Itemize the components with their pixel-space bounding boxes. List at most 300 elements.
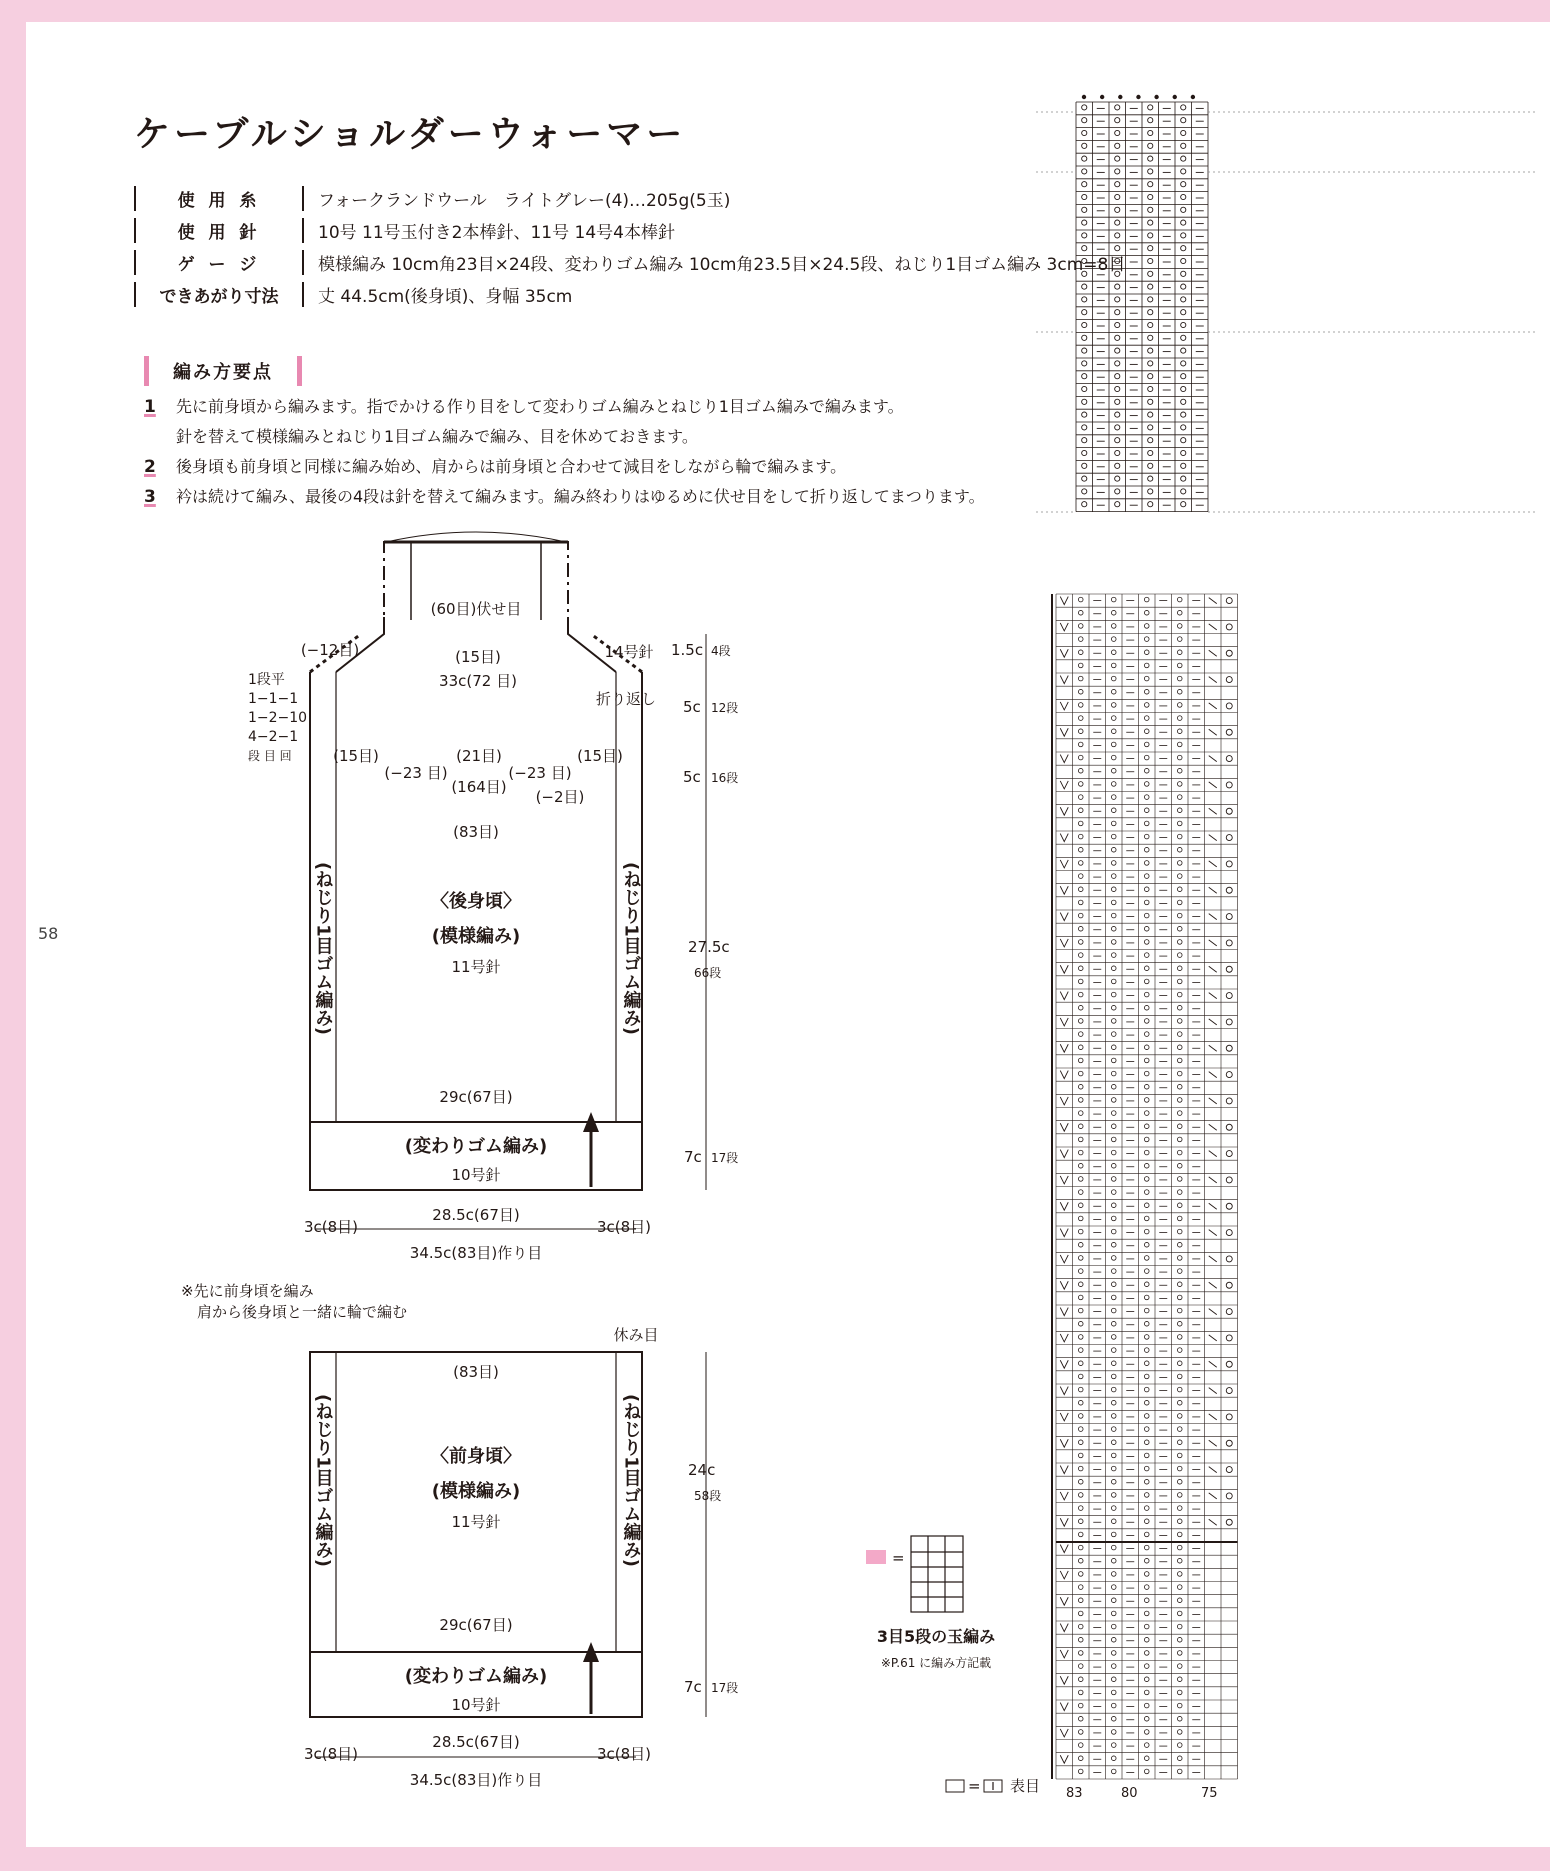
chart-twist-symbol — [1078, 1124, 1083, 1129]
chart-cast-off-dot — [1100, 95, 1104, 99]
chart-twist-symbol — [1111, 1624, 1116, 1629]
chart-twist-symbol — [1181, 220, 1186, 225]
chart-yo-symbol — [1226, 1519, 1232, 1525]
chart-twist-symbol — [1115, 450, 1120, 455]
chart-twist-symbol — [1078, 966, 1083, 971]
chart-twist-symbol — [1082, 438, 1087, 443]
chart-yo-symbol — [1226, 966, 1232, 972]
back-h1-rows: 4段 — [711, 644, 731, 658]
chart-twist-symbol — [1111, 1150, 1116, 1155]
knit-empty-swatch — [946, 1780, 964, 1792]
chart-twist-symbol — [1177, 768, 1182, 773]
chart-twist-symbol — [1078, 1203, 1083, 1208]
chart-twist-symbol — [1115, 502, 1120, 507]
chart-twist-symbol — [1111, 1572, 1116, 1577]
chart-yo-symbol — [1226, 1361, 1232, 1367]
chart-twist-symbol — [1177, 1150, 1182, 1155]
chart-twist-symbol — [1078, 992, 1083, 997]
chart-twist-symbol — [1111, 1203, 1116, 1208]
chart-twist-symbol — [1082, 297, 1087, 302]
chart-twist-symbol — [1078, 900, 1083, 905]
chart-twist-symbol — [1144, 703, 1149, 708]
back-h3: 5c — [683, 768, 701, 786]
chart-twist-symbol — [1181, 450, 1186, 455]
bobble-swatch — [866, 1550, 886, 1564]
chart-twist-symbol — [1111, 1427, 1116, 1432]
chart-twist-symbol — [1144, 1677, 1149, 1682]
chart-twist-symbol — [1177, 1414, 1182, 1419]
front-width-29: 29c(67目) — [439, 1616, 513, 1634]
back-h2-rows: 12段 — [711, 701, 739, 715]
chart-twist-symbol — [1111, 1532, 1116, 1537]
chart-twist-symbol — [1111, 1558, 1116, 1563]
chart-slip-symbol — [1060, 1229, 1068, 1237]
chart-twist-symbol — [1148, 502, 1153, 507]
chart-twist-symbol — [1144, 1493, 1149, 1498]
chart-twist-symbol — [1115, 438, 1120, 443]
step-text: 衿は続けて編み、最後の4段は針を替えて編みます。編み終わりはゆるめに伏せ目をして折り返してまつります。 — [176, 487, 985, 506]
chart-cast-off-dot — [1118, 95, 1122, 99]
step-number: 3 — [144, 487, 156, 507]
knitting-chart — [1036, 82, 1536, 1826]
chart-slip-symbol — [1060, 1650, 1068, 1658]
chart-yo-symbol — [1226, 1414, 1232, 1420]
chart-twist-symbol — [1078, 637, 1083, 642]
chart-twist-symbol — [1177, 1453, 1182, 1458]
chart-twist-symbol — [1177, 1124, 1182, 1129]
chart-twist-symbol — [1144, 1019, 1149, 1024]
chart-twist-symbol — [1082, 399, 1087, 404]
chart-twist-symbol — [1177, 861, 1182, 866]
chart-slip-symbol — [1060, 1755, 1068, 1763]
chart-twist-symbol — [1144, 940, 1149, 945]
chart-twist-symbol — [1111, 821, 1116, 826]
chart-twist-symbol — [1144, 637, 1149, 642]
chart-twist-symbol — [1144, 1690, 1149, 1695]
front-ribbing: (変わりゴム編み) — [404, 1666, 548, 1687]
chart-slip-symbol — [1060, 1281, 1068, 1289]
chart-twist-symbol — [1078, 1071, 1083, 1076]
chart-twist-symbol — [1177, 663, 1182, 668]
chart-yo-symbol — [1226, 993, 1232, 999]
chart-twist-symbol — [1177, 1216, 1182, 1221]
chart-twist-symbol — [1111, 624, 1116, 629]
chart-twist-symbol — [1082, 105, 1087, 110]
chart-twist-symbol — [1111, 1585, 1116, 1590]
chart-slip-symbol — [1060, 834, 1068, 842]
chart-twist-symbol — [1111, 1177, 1116, 1182]
chart-twist-symbol — [1144, 1005, 1149, 1010]
chart-twist-symbol — [1177, 1084, 1182, 1089]
back-needle-14: 14号針 — [604, 643, 654, 661]
chart-twist-symbol — [1078, 1440, 1083, 1445]
chart-dec-symbol — [1209, 598, 1217, 604]
chart-twist-symbol — [1144, 861, 1149, 866]
chart-twist-symbol — [1111, 1163, 1116, 1168]
chart-twist-symbol — [1144, 1216, 1149, 1221]
chart-yo-symbol — [1226, 703, 1232, 709]
chart-twist-symbol — [1148, 297, 1153, 302]
chart-twist-symbol — [1078, 624, 1083, 629]
step-text: 先に前身頃から編みます。指でかける作り目をして変わりゴム編みとねじり1目ゴム編みで編みます。 — [176, 397, 904, 416]
chart-yo-symbol — [1226, 1098, 1232, 1104]
chart-slip-symbol — [1060, 1387, 1068, 1395]
chart-slip-symbol — [1060, 1571, 1068, 1579]
chart-cast-off-dot — [1082, 95, 1086, 99]
chart-twist-symbol — [1144, 1177, 1149, 1182]
chart-yo-symbol — [1226, 1493, 1232, 1499]
chart-twist-symbol — [1148, 220, 1153, 225]
chart-twist-symbol — [1111, 729, 1116, 734]
chart-twist-symbol — [1148, 182, 1153, 187]
chart-col-75: 75 — [1201, 1786, 1218, 1801]
chart-dec-symbol — [1209, 650, 1217, 656]
chart-twist-symbol — [1144, 1374, 1149, 1379]
chart-twist-symbol — [1111, 1716, 1116, 1721]
chart-twist-symbol — [1078, 1045, 1083, 1050]
chart-twist-symbol — [1148, 207, 1153, 212]
chart-twist-symbol — [1177, 900, 1182, 905]
chart-twist-symbol — [1144, 597, 1149, 602]
chart-dec-symbol — [1209, 1230, 1217, 1236]
chart-twist-symbol — [1078, 1137, 1083, 1142]
chart-twist-symbol — [1115, 105, 1120, 110]
chart-twist-symbol — [1148, 399, 1153, 404]
chart-dec-symbol — [1209, 1309, 1217, 1315]
chart-twist-symbol — [1144, 1084, 1149, 1089]
chart-twist-symbol — [1078, 1558, 1083, 1563]
chart-yo-symbol — [1226, 1124, 1232, 1130]
chart-twist-symbol — [1148, 156, 1153, 161]
chart-twist-symbol — [1082, 335, 1087, 340]
front-body-83: (83目) — [453, 1363, 499, 1381]
chart-twist-symbol — [1148, 450, 1153, 455]
chart-twist-symbol — [1177, 1427, 1182, 1432]
chart-twist-symbol — [1148, 258, 1153, 263]
chart-twist-symbol — [1148, 194, 1153, 199]
chart-cast-off-dot — [1191, 95, 1195, 99]
chart-twist-symbol — [1144, 1321, 1149, 1326]
chart-twist-symbol — [1144, 926, 1149, 931]
back-cast-on: 34.5c(83目)作り目 — [409, 1244, 543, 1262]
chart-twist-symbol — [1078, 1493, 1083, 1498]
chart-twist-symbol — [1078, 1019, 1083, 1024]
chart-twist-symbol — [1177, 1374, 1182, 1379]
back-total-164: (164目) — [451, 778, 507, 796]
chart-twist-symbol — [1144, 663, 1149, 668]
page-number: 58 — [38, 924, 59, 943]
chart-slip-symbol — [1060, 807, 1068, 815]
front-ribbing-needle: 10号針 — [451, 1696, 501, 1714]
chart-twist-symbol — [1078, 610, 1083, 615]
chart-twist-symbol — [1078, 1308, 1083, 1313]
chart-twist-symbol — [1144, 1387, 1149, 1392]
chart-twist-symbol — [1111, 1466, 1116, 1471]
chart-twist-symbol — [1082, 502, 1087, 507]
chart-twist-symbol — [1082, 450, 1087, 455]
chart-twist-symbol — [1144, 1071, 1149, 1076]
chart-twist-symbol — [1111, 1651, 1116, 1656]
chart-twist-symbol — [1078, 1743, 1083, 1748]
chart-twist-symbol — [1111, 755, 1116, 760]
chart-twist-symbol — [1177, 1361, 1182, 1366]
chart-slip-symbol — [1060, 649, 1068, 657]
chart-dec-symbol — [1209, 756, 1217, 762]
chart-twist-symbol — [1078, 847, 1083, 852]
chart-twist-symbol — [1177, 847, 1182, 852]
chart-twist-symbol — [1181, 246, 1186, 251]
knit-eq: = — [968, 1777, 981, 1795]
chart-twist-symbol — [1148, 284, 1153, 289]
chart-twist-symbol — [1111, 1348, 1116, 1353]
chart-twist-symbol — [1177, 703, 1182, 708]
bobble-eq: = — [892, 1549, 905, 1567]
chart-twist-symbol — [1111, 703, 1116, 708]
back-title: 〈後身頃〉 — [431, 891, 521, 912]
chart-slip-symbol — [1060, 1308, 1068, 1316]
chart-twist-symbol — [1144, 1361, 1149, 1366]
chart-twist-symbol — [1181, 169, 1186, 174]
chart-twist-symbol — [1078, 716, 1083, 721]
chart-twist-symbol — [1177, 1506, 1182, 1511]
chart-twist-symbol — [1144, 1479, 1149, 1484]
chart-dec-symbol — [1209, 1493, 1217, 1499]
front-cast-on: 34.5c(83目)作り目 — [409, 1771, 543, 1789]
back-dec-2: (−2目) — [535, 788, 585, 806]
chart-twist-symbol — [1144, 808, 1149, 813]
chart-cast-off-dot — [1173, 95, 1177, 99]
chart-twist-symbol — [1115, 233, 1120, 238]
chart-twist-symbol — [1111, 1479, 1116, 1484]
chart-twist-symbol — [1078, 1216, 1083, 1221]
spec-label: 使 用 糸 — [134, 186, 304, 211]
front-title: 〈前身頃〉 — [431, 1446, 521, 1467]
chart-twist-symbol — [1111, 1084, 1116, 1089]
dec-table-row: 1−2−10 — [248, 710, 308, 726]
chart-twist-symbol — [1078, 940, 1083, 945]
chart-dec-symbol — [1209, 1335, 1217, 1341]
back-neck-width: 33c(72 目) — [439, 672, 517, 690]
chart-twist-symbol — [1111, 1019, 1116, 1024]
chart-slip-symbol — [1060, 965, 1068, 973]
chart-twist-symbol — [1144, 1664, 1149, 1669]
chart-twist-symbol — [1144, 1229, 1149, 1234]
back-width-285: 28.5c(67目) — [432, 1206, 520, 1224]
chart-twist-symbol — [1111, 940, 1116, 945]
chart-twist-symbol — [1115, 169, 1120, 174]
chart-twist-symbol — [1181, 130, 1186, 135]
chart-twist-symbol — [1082, 233, 1087, 238]
back-side-right: 3c(8目) — [596, 1218, 652, 1236]
chart-twist-symbol — [1078, 834, 1083, 839]
chart-twist-symbol — [1078, 1716, 1083, 1721]
chart-twist-symbol — [1078, 913, 1083, 918]
chart-twist-symbol — [1148, 425, 1153, 430]
chart-twist-symbol — [1177, 689, 1182, 694]
chart-twist-symbol — [1078, 1664, 1083, 1669]
dec-table-footer: 段 目 回 — [248, 749, 292, 763]
chart-twist-symbol — [1177, 874, 1182, 879]
chart-twist-symbol — [1111, 1256, 1116, 1261]
chart-twist-symbol — [1078, 1414, 1083, 1419]
chart-twist-symbol — [1111, 689, 1116, 694]
chart-twist-symbol — [1144, 913, 1149, 918]
chart-yo-symbol — [1226, 835, 1232, 841]
chart-yo-symbol — [1226, 1309, 1232, 1315]
chart-svg — [1036, 82, 1536, 1822]
chart-slip-symbol — [1060, 860, 1068, 868]
note-line: ※先に前身頃を編み — [181, 1282, 314, 1300]
chart-dec-symbol — [1209, 887, 1217, 893]
chart-twist-symbol — [1144, 1335, 1149, 1340]
chart-twist-symbol — [1177, 782, 1182, 787]
chart-twist-symbol — [1111, 1493, 1116, 1498]
bobble-diagram — [911, 1536, 963, 1612]
back-h1: 1.5c — [671, 641, 704, 659]
chart-twist-symbol — [1111, 1005, 1116, 1010]
chart-twist-symbol — [1111, 1743, 1116, 1748]
chart-dec-symbol — [1209, 1361, 1217, 1367]
chart-twist-symbol — [1144, 1124, 1149, 1129]
chart-twist-symbol — [1082, 489, 1087, 494]
chart-twist-symbol — [1177, 1242, 1182, 1247]
chart-twist-symbol — [1144, 1651, 1149, 1656]
chart-twist-symbol — [1111, 1071, 1116, 1076]
front-needle: 11号針 — [451, 1513, 501, 1531]
chart-twist-symbol — [1144, 1150, 1149, 1155]
chart-dec-symbol — [1209, 1203, 1217, 1209]
chart-twist-symbol — [1082, 476, 1087, 481]
chart-twist-symbol — [1078, 689, 1083, 694]
chart-twist-symbol — [1144, 1242, 1149, 1247]
chart-yo-symbol — [1226, 1177, 1232, 1183]
chart-twist-symbol — [1177, 597, 1182, 602]
chart-twist-symbol — [1177, 1295, 1182, 1300]
chart-twist-symbol — [1082, 284, 1087, 289]
chart-twist-symbol — [1148, 130, 1153, 135]
chart-twist-symbol — [1177, 1177, 1182, 1182]
front-h1-rows: 58段 — [694, 1489, 722, 1503]
chart-yo-symbol — [1226, 1388, 1232, 1394]
chart-twist-symbol — [1111, 768, 1116, 773]
back-side-left: 3c(8目) — [303, 1218, 359, 1236]
chart-twist-symbol — [1111, 637, 1116, 642]
chart-twist-symbol — [1177, 1229, 1182, 1234]
chart-twist-symbol — [1177, 1677, 1182, 1682]
chart-slip-symbol — [1060, 1255, 1068, 1263]
front-side-right: 3c(8目) — [596, 1745, 652, 1763]
front-rib-right: (ねじり1目ゴム編み) — [620, 1394, 642, 1567]
back-h2: 5c — [683, 698, 701, 716]
chart-twist-symbol — [1115, 386, 1120, 391]
chart-yo-symbol — [1226, 782, 1232, 788]
chart-twist-symbol — [1078, 874, 1083, 879]
chart-twist-symbol — [1111, 861, 1116, 866]
back-ribbing-needle: 10号針 — [451, 1166, 501, 1184]
chart-twist-symbol — [1082, 348, 1087, 353]
page — [26, 22, 1550, 1847]
chart-twist-symbol — [1115, 489, 1120, 494]
chart-twist-symbol — [1111, 795, 1116, 800]
chart-slip-symbol — [1060, 781, 1068, 789]
chart-twist-symbol — [1082, 118, 1087, 123]
chart-twist-symbol — [1148, 348, 1153, 353]
chart-twist-symbol — [1177, 1256, 1182, 1261]
chart-slip-symbol — [1060, 1123, 1068, 1131]
chart-twist-symbol — [1082, 246, 1087, 251]
chart-twist-symbol — [1078, 1677, 1083, 1682]
chart-dec-symbol — [1209, 940, 1217, 946]
chart-twist-symbol — [1177, 1005, 1182, 1010]
chart-twist-symbol — [1148, 412, 1153, 417]
chart-twist-symbol — [1177, 1466, 1182, 1471]
chart-twist-symbol — [1078, 1190, 1083, 1195]
chart-twist-symbol — [1144, 1572, 1149, 1577]
chart-twist-symbol — [1082, 310, 1087, 315]
spec-value: フォークランドウール ライトグレー(4)…205g(5玉) — [318, 190, 731, 211]
chart-twist-symbol — [1148, 489, 1153, 494]
chart-twist-symbol — [1177, 1308, 1182, 1313]
section-heading: 編み方要点 — [144, 356, 302, 386]
chart-twist-symbol — [1111, 1519, 1116, 1524]
chart-twist-symbol — [1181, 233, 1186, 238]
chart-twist-symbol — [1177, 966, 1182, 971]
chart-twist-symbol — [1078, 742, 1083, 747]
chart-twist-symbol — [1082, 207, 1087, 212]
chart-yo-symbol — [1226, 808, 1232, 814]
front-h2-rows: 17段 — [711, 1681, 739, 1695]
chart-twist-symbol — [1148, 374, 1153, 379]
chart-twist-symbol — [1144, 742, 1149, 747]
chart-twist-symbol — [1177, 716, 1182, 721]
chart-slip-symbol — [1060, 1439, 1068, 1447]
chart-dec-symbol — [1209, 1414, 1217, 1420]
chart-twist-symbol — [1082, 361, 1087, 366]
chart-twist-symbol — [1111, 1229, 1116, 1234]
chart-twist-symbol — [1181, 489, 1186, 494]
chart-twist-symbol — [1111, 1598, 1116, 1603]
chart-twist-symbol — [1148, 271, 1153, 276]
chart-twist-symbol — [1144, 1400, 1149, 1405]
chart-twist-symbol — [1144, 1585, 1149, 1590]
front-rib-left: (ねじり1目ゴム編み) — [312, 1394, 334, 1567]
chart-slip-symbol — [1060, 1097, 1068, 1105]
chart-twist-symbol — [1111, 650, 1116, 655]
chart-twist-symbol — [1111, 1321, 1116, 1326]
chart-dec-symbol — [1209, 1519, 1217, 1525]
chart-slip-symbol — [1060, 1492, 1068, 1500]
chart-twist-symbol — [1078, 1545, 1083, 1550]
chart-twist-symbol — [1177, 1203, 1182, 1208]
chart-twist-symbol — [1177, 979, 1182, 984]
chart-slip-symbol — [1060, 1466, 1068, 1474]
chart-twist-symbol — [1078, 1111, 1083, 1116]
chart-twist-symbol — [1078, 676, 1083, 681]
chart-yo-symbol — [1226, 1282, 1232, 1288]
chart-twist-symbol — [1144, 689, 1149, 694]
chart-twist-symbol — [1177, 1163, 1182, 1168]
chart-twist-symbol — [1111, 913, 1116, 918]
chart-twist-symbol — [1181, 476, 1186, 481]
chart-twist-symbol — [1078, 1400, 1083, 1405]
chart-twist-symbol — [1111, 1111, 1116, 1116]
chart-twist-symbol — [1078, 768, 1083, 773]
chart-twist-symbol — [1111, 1098, 1116, 1103]
chart-twist-symbol — [1177, 1019, 1182, 1024]
chart-twist-symbol — [1177, 1703, 1182, 1708]
chart-slip-symbol — [1060, 755, 1068, 763]
chart-twist-symbol — [1082, 386, 1087, 391]
